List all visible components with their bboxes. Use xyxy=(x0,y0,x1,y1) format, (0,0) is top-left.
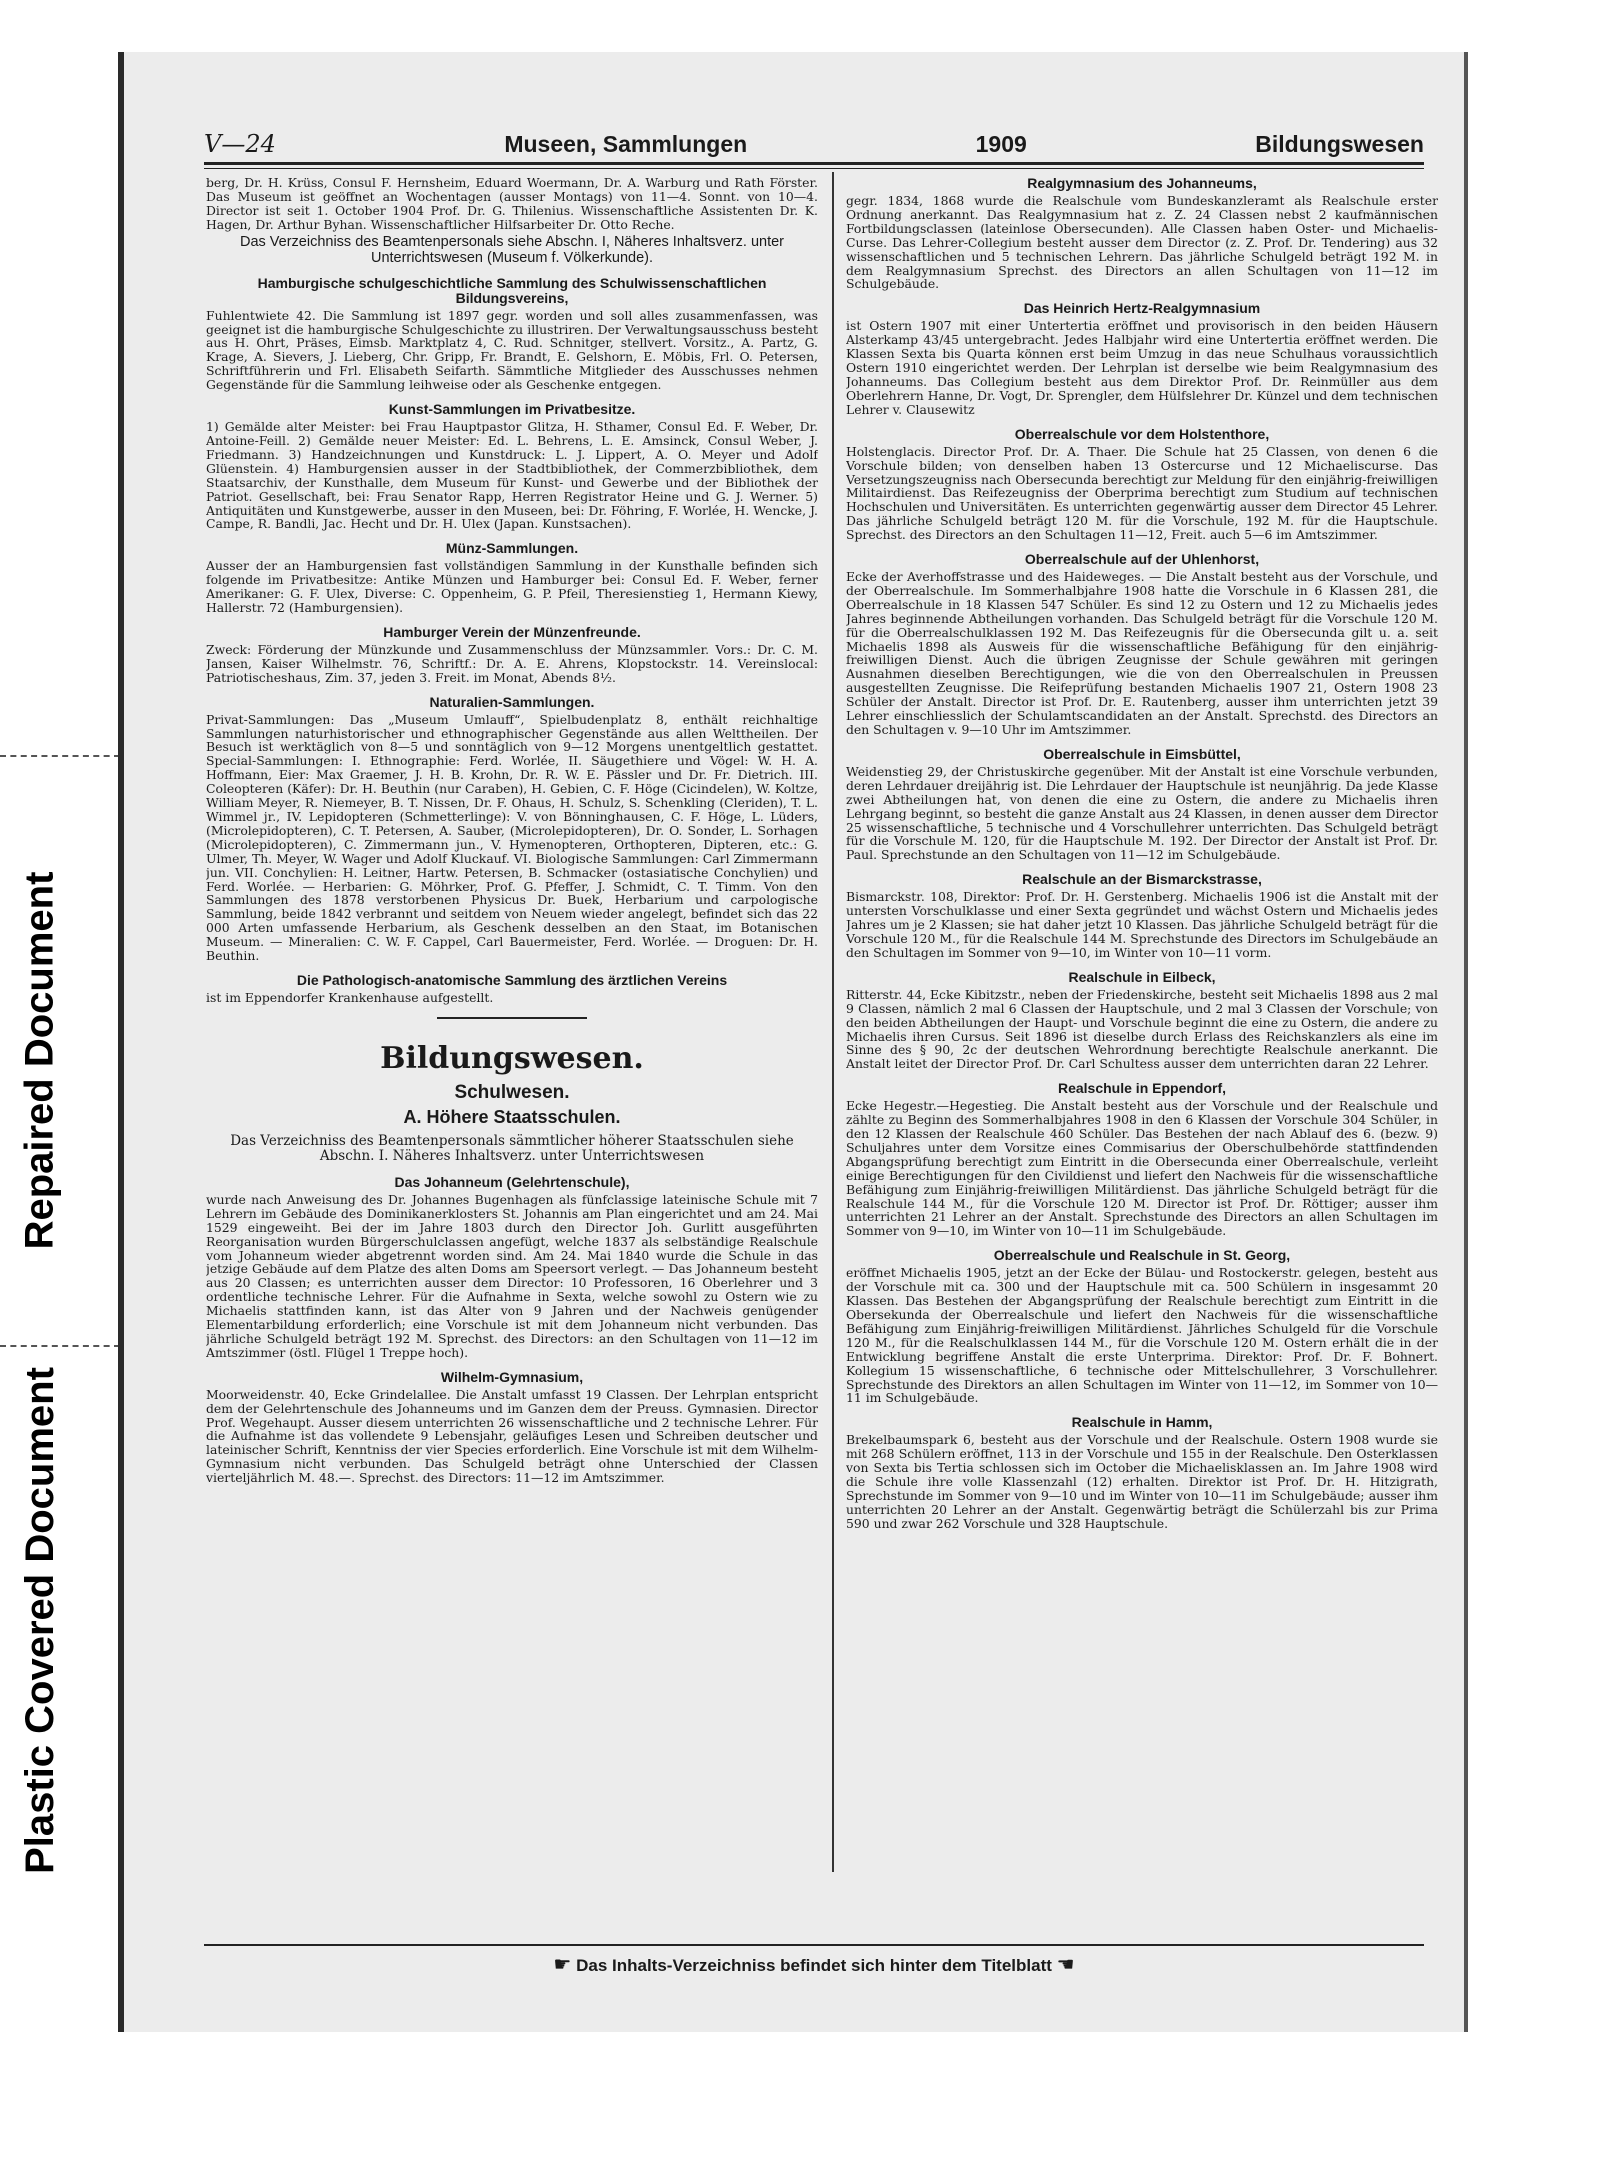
page-footer xyxy=(204,1952,1424,1976)
section-text: Fuhlentwiete 42. Die Sammlung ist 1897 gegr. worden und soll alles zusammenfassen, was geeignet ist die hamburgische Schulgeschichte zu illustriren. Der Verwaltungsausschuss besteht aus H. Ohrt, Präses, Eimsb. Marktplatz 4, C. Rud. Schnitger, stellvert. Vorsitz., A. Partz, G. Krage, A. Sievers, J. Lieberg, Chr. Gripp, Fr. Brandt, E. Gelshorn, E. Möbis, Frl. O. Petersen, Schriftführerin und Frl. Elisabeth Seifarth. Sämmtliche Mitglieder des Ausschusses nehmen Gegenstände für die Sammlung leihweise oder als Geschenke entgegen. xyxy=(206,307,818,393)
header-rule-thin xyxy=(204,168,1424,169)
section-title: Oberrealschule vor dem Holstenthore, xyxy=(1014,425,1270,442)
section-title: Das Johanneum (Gelehrtenschule), xyxy=(394,1173,630,1190)
scanned-page xyxy=(118,52,1468,2032)
plastic-covered-label: Plastic Covered Document xyxy=(17,1366,62,1874)
section-title: Münz-Sammlungen. xyxy=(445,540,579,557)
header-year: 1909 xyxy=(975,131,1027,157)
pointing-hand-right-icon: ☛ xyxy=(553,1952,572,1976)
section-text: Moorweidenstr. 40, Ecke Grindelallee. Die Anstalt umfasst 19 Classen. Der Lehrplan entspricht dem der Gelehrtenschule des Johanneums und im Ganzen dem der Preuss. Gymnasien. Director Prof. Wegehaupt. Ausser diesem unterrichten 26 wissenschaftliche und 2 technische Lehrer. Für die Aufnahme ist das vollendete 9 Lebensjahr, geläufiges Lesen und Schreiben deutscher und lateinischer Schrift, Kenntniss der vier Species erforderlich. Eine Vorschule ist mit dem Wilhelm-Gymnasium nicht verbunden. Das Schulgeld beträgt ohne Unterschied der Classen vierteljährlich M. 48.—. Sprechst. des Directors: 11—12 im Amtszimmer. xyxy=(206,1386,818,1486)
section-text: ist Ostern 1907 mit einer Untertertia eröffnet und provisorisch in den beiden Häusern Alsterkamp 43/45 untergebracht. Jedes Halbjahr wird eine Untertertia eröffnet werden. Die Klassen Sexta bis Quarta können erst beim Umzug in das neue Schulhaus voraussichtlich Ostern 1910 eingerichtet werden. Der Lehrplan ist derselbe wie beim Realgymnasium des Johanneums. Das Collegium besteht aus dem Direktor Prof. Dr. Reinmüller aus dem Oberlehrern Hanne, Dr. Vogt, Dr. Sprengler, dem Hülfslehrer Dr. Künzel und dem technischen Lehrer v. Clausewitz xyxy=(846,318,1438,417)
section-text: ist im Eppendorfer Krankenhause aufgestellt. xyxy=(206,989,494,1005)
section-title: Realgymnasium des Johanneums, xyxy=(1027,176,1257,191)
separator-dash-bottom xyxy=(0,1345,120,1347)
section-text: Holstenglacis. Director Prof. Dr. A. Thaer. Die Schule hat 25 Classen, von denen 6 die Vorschule bilden; von denselben haben 13 Ostercurse und 12 Michaeliscurse. Das Versetzungszeugniss nach Obersecunda berechtigt zur Meldung für den einjährig-freiwilligen Militairdienst. Das Reifezeugniss der Oberprima berechtigt zum Studium auf technischen Hochschulen und Universitäten. Es unterrichten gegenwärtig ausser dem Director 45 Lehrer. Das jährliche Schulgeld beträgt 120 M. für die Vorschule, 192 M. für die Hauptschule. Sprechst. des Directors an den Schultagen 11—12, Freit. auch 5—6 im Amtszimmer. xyxy=(846,443,1438,543)
section-text: Brekelbaumspark 6, besteht aus der Vorschule und der Realschule. Ostern 1908 wurde sie mit 268 Schülern eröffnet, 113 in der Vorschule und 155 in der Realschule. Den Osterklassen von Sexta bis Tertia schlossen sich im October die Michaelisklassen an. Im Jahre 1908 wird die Schule ihre volle Klassenzahl (12) erhalten. Direktor ist Prof. Dr. H. Hitzigrath, Sprechstunde im Sommer von 9—10 und im Winter von 10—11 im Schulgebäude; ausser ihm unterrichten 20 Lehrer an der Anstalt. Gegenwärtig beträgt die Schülerzahl bis zur Prima 590 und zwar 262 Vorschule und 328 Hauptschule. xyxy=(846,1432,1438,1531)
right-column xyxy=(846,176,1438,1876)
section-text: wurde nach Anweisung des Dr. Johannes Bugenhagen als fünfclassige lateinische Schule mit 7 Lehrern im Gebäude des Dominikanerklosters St. Johannis am Plan eingerichtet und am 24. Mai 1529 eingeweiht. Bei der im Jahre 1803 durch den Director Joh. Gurlitt ausgeführten Reorganisation wurden Bürgerschulclassen angefügt, welche 1837 als selbständige Realschule vom Johanneum wieder abgetrennt worden sind. Am 24. Mai 1840 wurde die Schule in das jetzige Gebäude auf dem Platze des alten Doms am Speersort verlegt. — Das Johanneum besteht aus 20 Classen; es unterrichten ausser dem Director: 10 Professoren, 16 Oberlehrer und 3 ordentliche technische Lehrer. Für die Aufnahme in Sexta, welche sowohl zu Ostern wie zu Michaelis stattfinden kann, ist das Alter von 9 Jahren und der Nachweis genügender Elementarbildung erforderlich; eine Vorschule ist mit dem Johanneum nicht verbunden. Das jährliche Schulgeld beträgt 192 M. Sprechst. des Directors: an den Schultagen von 11—12 im Amtszimmer (östl. Flügel 1 Treppe hoch). xyxy=(206,1191,818,1360)
section-title: Naturalien-Sammlungen. xyxy=(429,693,595,710)
pointing-hand-left-icon: ☚ xyxy=(1056,1952,1075,1976)
section-text: Ecke Hegestr.—Hegestieg. Die Anstalt besteht aus der Vorschule und der Realschule und zählte zu Beginn des Sommerhalbjahres 1908 in den 6 Klassen der Vorschule 304 Schüler, in den 12 Klassen der Realschule 460 Schüler. Das Bestehen der nach Ablauf des 6. (bezw. 9) Schuljahres unter dem Vorsitze eines Commisarius der Oberschulbehörde stattfindenden Abgangsprüfung berechtigt zum Eintritt in die Obersecunda einer Oberrealschule, verleiht einige Berechtigungen für den Civildienst und liefert den Nachweis für die wissenschaftliche Befähigung zum Einjährig-freiwilligen Militärdienst. Das jährliche Schulgeld beträgt für die Realschule 144 M., für die Vorschule 120 M. Director ist Prof. Dr. Röttiger; ausser ihm unterrichten 21 Lehrer an der Anstalt. Sprechstunde des Directors an allen Schultagen im Sommer von 9—10, im Winter von 10—11 im Schulgebäude. xyxy=(846,1098,1438,1239)
page-number: V—24 xyxy=(204,130,276,158)
footer-rule xyxy=(204,1944,1424,1946)
section-title: Die Pathologisch-anatomische Sammlung des ärztlichen Vereins xyxy=(296,971,728,988)
section-divider xyxy=(437,1017,587,1019)
section-text: 1) Gemälde alter Meister: bei Frau Hauptpastor Glitza, H. Sthamer, Consul Ed. F. Weber, Dr. Antoine-Feill. 2) Gemälde neuer Meister: Ed. L. Behrens, L. E. Amsinck, Consul Weber, J. Friedmann. 3) Handzeichnungen und Kunstdruck: L. J. Lippert, A. O. Meyer und Adolf Glüenstein. 4) Hamburgensien ausser in der Stadtbibliothek, der Commerzbibliothek, dem Staatsarchiv, der Kunsthalle, dem Museum für Kunst- und Gewerbe und der Bibliothek der Patriot. Gesellschaft, bei: Frau Senator Rapp, Herren Registrator Heine und G. J. Werner. 5) Antiquitäten und Kunstgewerbe, ausser in den Museen, bei: Dr. Föhring, F. Worlée, H. Wencke, J. Campe, R. Bandli, Jac. Hecht und Dr. H. Ulex (Japan. Kunstsachen). xyxy=(206,419,818,532)
section-title: Hamburger Verein der Münzenfreunde. xyxy=(383,623,641,640)
header-left-title: Museen, Sammlungen xyxy=(504,131,748,157)
section-title: Oberrealschule und Realschule in St. Georg, xyxy=(993,1247,1291,1264)
section-text: Ecke der Averhoffstrasse und des Haideweges. — Die Anstalt besteht aus der Vorschule, und der Oberrealschule. Im Sommerhalbjahre 1908 hatte die Vorschule in 6 Klassen 281, die Oberrealschule in 18 Klassen 547 Schüler. Es sind 12 zu Ostern und 12 zu Michaelis jedes Jahres beginnende Abtheilungen vorhanden. Das Schulgeld beträgt für die Vorschule 120 M. für die Oberrealschulklassen 192 M. Das Reifezeugnis für die Obersecunda gilt u. a. seit Michaelis 1898 als Ausweis für die wissenschaftliche Befähigung für den einjährig-freiwilligen Dienst. Auch die übrigen Zeugnisse der Schule gewähren mit geringen Ausnahmen dieselben Berechtigungen, wie die von den Oberrealschulen in Preussen ausgestellten Zeugnisse. Die Reifeprüfung bestanden Michaelis 1907 21, Ostern 1908 23 Schüler der Anstalt. Director ist Prof. Dr. E. Rautenberg, ausser ihm unterrichten jetzt 39 Lehrer einschliesslich der Schulamtscandidaten an der Anstalt. Sprechstd. des Directors an den Schultagen v. 9—10 Uhr im Amtszimmer. xyxy=(846,569,1438,737)
header-rule xyxy=(204,162,1424,165)
section-text: Ritterstr. 44, Ecke Kibitzstr., neben der Friedenskirche, besteht seit Michaelis 1898 aus 2 mal 9 Classen, nämlich 2 mal 6 Classen der Hauptschule, und 2 mal 3 Classen der Vorschule; von den beiden Abtheilungen der Haupt- und Vorschule beginnt die eine zu Ostern, die andere zu Michaelis ihren Cursus. Seit 1896 ist dieselbe durch Erlass des Reichskanzlers als eine im Sinne des § 90, 2c der deutschen Wehrordnung berechtigte Realschule anerkannt. Die Anstalt leitet der Director Prof. Dr. Carl Schultess ausser dem unterrichten daran 22 Lehrer. xyxy=(846,986,1438,1072)
subtitle-staatsschulen: A. Höhere Staatsschulen. xyxy=(403,1106,621,1127)
section-title: Kunst-Sammlungen im Privatbesitze. xyxy=(388,401,636,418)
section-title: Realschule an der Bismarckstrasse, xyxy=(1022,871,1262,888)
repaired-document-label: Repaired Document xyxy=(17,871,62,1249)
section-title: Realschule in Eppendorf, xyxy=(1057,1080,1227,1097)
section-title: Wilhelm-Gymnasium, xyxy=(440,1368,584,1385)
section-text: Bismarckstr. 108, Direktor: Prof. Dr. H. Gerstenberg. Michaelis 1906 ist die Anstalt mit der untersten Vorschulklasse und einer Sexta gegründet und wächst Ostern und Michaelis jedes Jahres um je 2 Klassen; sie hat daher jetzt 10 Klassen. Das jährliche Schulgeld beträgt für die Vorschule 120 M., für die Realschule 144 M. Sprechstunde des Directors im Schulgebäude an den Schultagen im Sommer von 9—10, im Winter von 10—11 vorm. xyxy=(846,889,1438,960)
section-text: Ausser der an Hamburgensien fast vollständigen Sammlung in der Kunsthalle befinden sich folgende im Privatbesitze: Antike Münzen und Hamburger bei: Consul Ed. F. Weber, ferner Amerikaner: G. F. Ulex, Diverse: C. Oppenheim, G. P. Pfeil, Theresienstieg 1, Hermann Kiewy, Hallerstr. 72 (Hamburgensien). xyxy=(206,558,818,616)
section-text: Privat-Sammlungen: Das „Museum Umlauff“, Spielbudenplatz 8, enthält reichhaltige Sammlungen naturhistorischer und ethnographischer Gegenstände aus allen Welttheilen. Der Besuch ist werktäglich von 8—5 und sonntäglich von 9—12 Morgens unentgeltlich gestattet. Special-Sammlungen: I. Ethnographie: Ferd. Worlée, II. Säugethiere und Vögel: W. H. A. Hoffmann, Eier: Max Graemer, J. H. B. Krohn, Dr. R. W. E. Pässler und Dr. Fr. Dietrich. III. Coleopteren (Käfer): Dr. H. Beuthin (nur Caraben), H. Gebien, C. F. Höge (Cicindelen), W. Koltze, William Meyer, R. Niemeyer, B. T. Nissen, Dr. F. Ohaus, H. Schulz, S. Schenkling (Cleriden), T. L. Wimmel jr., IV. Lepidopteren (Schmetterlinge): V. von Bönninghausen, C. F. Höge, L. Lüders, (Microlepidopteren), C. T. Petersen, A. Sauber, (Microlepidopteren), Dr. O. Sonder, L. Sorhagen (Microlepidopteren), C. Zimmermann jun., V. Hymenopteren, Orthopteren, Dipteren, etc.: G. Ulmer, Th. Meyer, W. Wager und Adolf Kluckauf. VI. Biologische Sammlungen: Carl Zimmermann jun. VII. Conchylien: H. Leitner, Hartw. Petersen, B. Schmacker (ostasiatische Conchylien) und Ferd. Worlée. — Herbarien: G. Möhrker, Prof. G. Pfeffer, J. Schmidt, C. T. Timm. Von den Sammlungen des 1878 verstorbenen Physicus Dr. Buek, Herbarium und carpologische Sammlung, beide 1842 verbrannt und seitdem von Neuem wieder angelegt, befindet sich das 22 000 Arten umfassende Herbarium, als Geschenk desselben an den Staat, im Botanischen Museum. — Mineralien: C. W. F. Cappel, Carl Bauermeister, Ferd. Worlée. — Droguen: Dr. H. Beuthin. xyxy=(206,711,818,964)
section-text: gegr. 1834, 1868 wurde die Realschule vom Bundeskanzleramt als Realschule erster Ordnung anerkannt. Das Realgymnasium hat z. Z. 24 Classen nebst 2 kaufmännischen Fortbildungsclassen (lateinlose Obersecunden). Alle Classen haben Oster- und Michaelis-Curse. Das Lehrer-Collegium besteht ausser dem Director (z. Z. Prof. Dr. Tendering) aus 32 wissenschaftlichen und 5 technischen Lehrern. Das jährliche Schulgeld beträgt 192 M. in dem Realgymnasium Sprechst. des Directors an allen Schultagen von 11—12 im Schulgebäude. xyxy=(846,193,1438,292)
intro-text: berg, Dr. H. Krüss, Consul F. Hernsheim, Eduard Woermann, Dr. A. Warburg und Rath Förster. Das Museum ist geöffnet an Wochentagen (ausser Montags) von 11—4. Sonnt. von 10—4. Director ist seit 1. October 1904 Prof. Dr. G. Thilenius. Wissenschaftliche Assistenten Dr. K. Hagen, Dr. Arthur Byhan. Wissenschaftlicher Hilfsarbeiter Dr. Otto Reche. xyxy=(206,176,818,232)
section-title: Oberrealschule in Eimsbüttel, xyxy=(1043,745,1241,762)
subtitle-schulwesen: Schulwesen. xyxy=(454,1081,570,1103)
page-header xyxy=(204,118,1424,158)
section-title: Das Heinrich Hertz-Realgymnasium xyxy=(1023,300,1261,317)
column-divider xyxy=(832,172,834,1872)
section-text: Zweck: Förderung der Münzkunde und Zusammenschluss der Münzsammler. Vors.: Dr. C. M. Jansen, Kaiser Wilhelmstr. 76, Schriftf.: Dr. A. E. Ahrens, Klopstockstr. 14. Vereinslocal: Patriotischeshaus, Zim. 37, jeden 3. Freit. im Monat, Abends 8½. xyxy=(206,641,818,685)
header-right-title: Bildungswesen xyxy=(1255,131,1424,157)
main-title: Bildungswesen. xyxy=(380,1040,644,1076)
footer-text: Das Inhalts-Verzeichniss befindet sich hinter dem Titelblatt xyxy=(576,1956,1052,1975)
left-column xyxy=(206,176,818,1876)
intro-note: Das Verzeichniss des Beamtenpersonals siehe Abschn. I, Näheres Inhaltsverz. unter Unterrichtswesen (Museum f. Völkerkunde). xyxy=(239,233,785,266)
section-text: eröffnet Michaelis 1905, jetzt an der Ecke der Bülau- und Rostockerstr. gelegen, besteht aus der Vorschule mit ca. 300 und der Hauptschule mit ca. 500 Schülern in insgesammt 20 Klassen. Das Bestehen der Abgangsprüfung der Realschule berechtigt zum Eintritt in die Obersekunda der Oberrealschule und liefert den Nachweis für die wissenschaftliche Befähigung zum Einjährig-freiwilligen Militärdienst. Jährliches Schulgeld für die Vorschule 120 M., für die Realschulklassen 144 M., für die Vorschule 120 M. Ostern erhält die in der Entwicklung begriffene Anstalt die erste Unterprima. Direktor: Prof. Dr. F. Bohnert. Kollegium 15 wissenschaftliche, 6 technische oder Mittelschullehrer, 3 Vorschullehrer. Sprechstunde des Direktors an allen Schultagen im Winter von 11—12, im Sommer von 10—11 im Schulgebäude. xyxy=(846,1265,1438,1406)
section-title: Hamburgische schulgeschichtliche Sammlung des Schulwissenschaftlichen Bildungsvereins, xyxy=(257,274,767,306)
section-title: Realschule in Hamm, xyxy=(1071,1414,1213,1431)
centered-note: Das Verzeichniss des Beamtenpersonals sämmtlicher höherer Staatsschulen siehe Abschn. I. Näheres Inhaltsverz. unter Unterrichtswesen xyxy=(230,1132,794,1165)
separator-dash-top xyxy=(0,755,120,757)
section-text: Weidenstieg 29, der Christuskirche gegenüber. Mit der Anstalt ist eine Vorschule verbunden, deren Lehrdauer dreijährig ist. Die Lehrdauer der Hauptschule ist neunjährig. Da jede Klasse zwei Abtheilungen hat, von denen die eine zu Ostern, die andere zu Michaelis ihren Lehrgang beginnt, so besteht die ganze Anstalt aus 24 Klassen, in denen ausser dem Director 25 wissenschaftliche, 5 technische und 4 Vorschullehrer unterrichten. Das Schulgeld beträgt für die Vorschule M. 120, für die Hauptschule M. 192. Der Director der Anstalt ist Prof. Dr. Paul. Sprechstunde an den Schultagen von 11—12 im Schulgebäude. xyxy=(846,763,1438,863)
section-title: Oberrealschule auf der Uhlenhorst, xyxy=(1024,551,1260,568)
section-title: Realschule in Eilbeck, xyxy=(1068,968,1216,985)
